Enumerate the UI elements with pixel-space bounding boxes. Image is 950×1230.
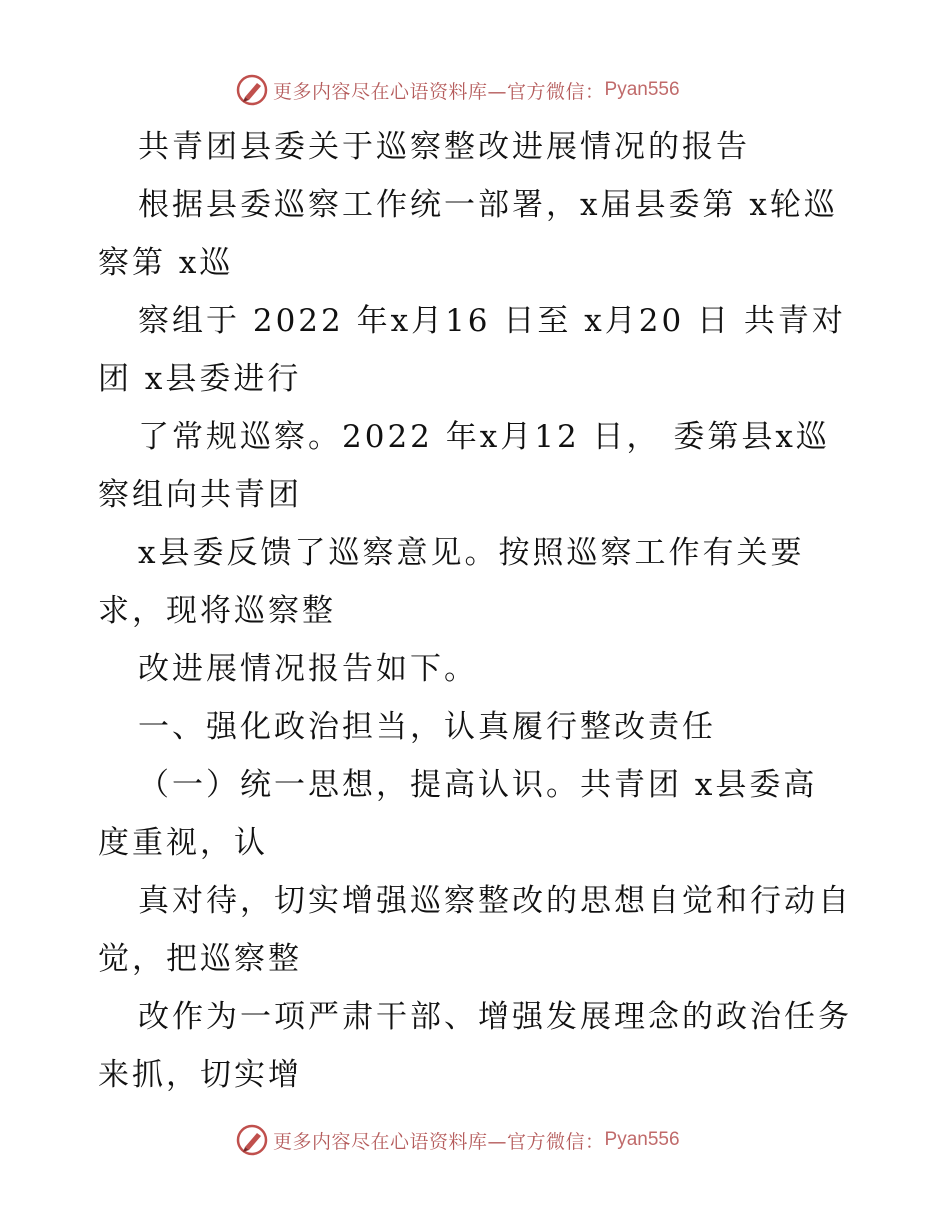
body-line: 真对待，切实增强巡察整改的思想自觉和行动自 <box>138 883 852 919</box>
pen-logo-icon <box>235 1123 269 1157</box>
body-line: 改作为一项严肃干部、增强发展理念的政治任务 <box>138 999 852 1035</box>
watermark-text: 更多内容尽在心语资料库—官方微信： <box>273 1130 605 1153</box>
watermark-text: 更多内容尽在心语资料库—官方微信： <box>273 80 605 103</box>
body-line: 察组于 2022 年x月16 日至 x月20 日 共青对 <box>138 303 846 339</box>
body-line: 根据县委巡察工作统一部署，x届县委第 x轮巡 <box>138 187 838 223</box>
section-heading: 一、强化政治担当，认真履行整改责任 <box>138 709 716 745</box>
body-line: 改进展情况报告如下。 <box>138 651 478 687</box>
body-line: 度重视，认 <box>98 825 268 861</box>
header-watermark <box>235 70 680 110</box>
pen-logo-icon <box>235 73 269 107</box>
body-line: x县委反馈了巡察意见。按照巡察工作有关要 <box>138 535 805 571</box>
body-line: 来抓，切实增 <box>98 1057 302 1093</box>
watermark-wechat-id: Pyan556 <box>604 1129 680 1150</box>
body-line: 求，现将巡察整 <box>98 593 336 629</box>
watermark-wechat-id: Pyan556 <box>604 79 680 100</box>
document-title: 共青团县委关于巡察整改进展情况的报告 <box>138 129 750 165</box>
body-line: 了常规巡察。2022 年x月12 日， 委第县x巡 <box>138 419 830 455</box>
body-line: 觉，把巡察整 <box>98 941 302 977</box>
document-body <box>98 118 858 1104</box>
body-line: 察组向共青团 <box>98 477 302 513</box>
footer-watermark <box>235 1120 680 1160</box>
body-line: 团 x县委进行 <box>98 361 302 397</box>
body-line: 察第 x巡 <box>98 245 234 281</box>
subsection-heading: （一）统一思想，提高认识。共青团 x县委高 <box>138 767 818 803</box>
